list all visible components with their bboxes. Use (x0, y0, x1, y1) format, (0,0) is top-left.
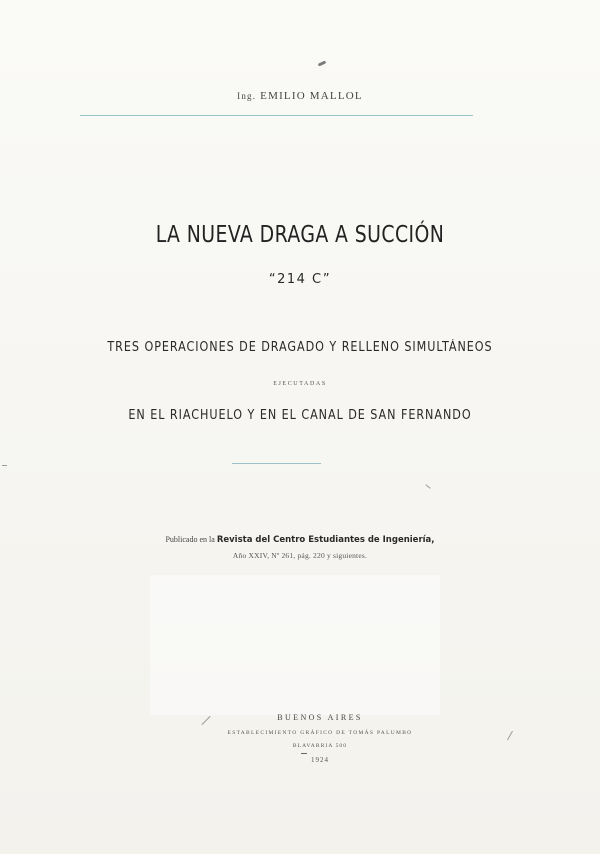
publication-prefix: Publicado en la (165, 535, 215, 544)
executed-label: EJECUTADAS (273, 381, 327, 387)
top-rule (80, 115, 473, 116)
location-line: EN EL RIACHUELO Y EN EL CANAL DE SAN FERNANDO (128, 408, 472, 423)
paper-stain (150, 575, 440, 715)
edge-mark (2, 465, 7, 466)
journal-name: Revista del Centro Estudiantes de Ingeniería, (216, 535, 435, 545)
publication-details: Año XXIV, Nº 261, pág. 220 y siguientes. (232, 551, 368, 560)
document-title: LA NUEVA DRAGA A SUCCIÓN (155, 222, 445, 248)
imprint-street: BLAVARRIA 500 (292, 743, 348, 749)
publication-line (0, 535, 600, 545)
author-line (0, 90, 600, 102)
middle-rule (232, 463, 321, 464)
imprint-printer: ESTABLECIMIENTO GRÁFICO DE TOMÁS PALUMBO (227, 730, 413, 736)
imprint-year: 1924 (311, 756, 329, 764)
ink-speck (318, 60, 327, 66)
imprint-dash (301, 753, 307, 754)
author-prefix: Ing. (237, 91, 257, 101)
dredge-model: “214 C” (268, 272, 332, 287)
pencil-mark (425, 484, 430, 489)
subtitle: TRES OPERACIONES DE DRAGADO Y RELLENO SIMULTÁNEOS (107, 340, 493, 355)
author-name: EMILIO MALLOL (260, 90, 363, 102)
imprint-city: BUENOS AIRES (277, 713, 363, 722)
